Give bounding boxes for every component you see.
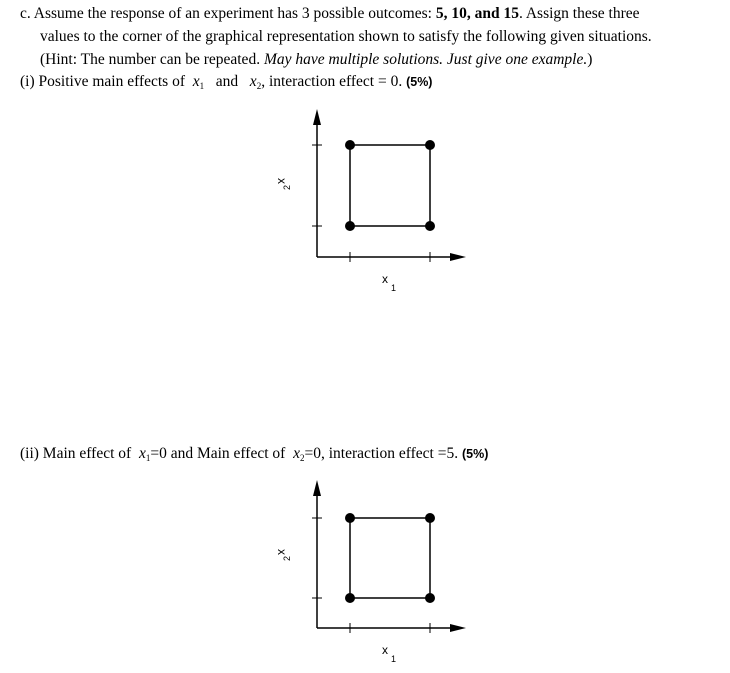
x-axis-label: x (382, 643, 388, 657)
design-square (350, 145, 430, 226)
corner-top-right (425, 140, 435, 150)
y-axis-label (275, 178, 292, 190)
corner-top-left (345, 513, 355, 523)
svg-text:2: 2 (282, 184, 292, 190)
x-axis-label-sub: 1 (391, 654, 397, 664)
corner-bottom-left (345, 221, 355, 231)
y-axis-label (275, 549, 292, 561)
svg-text:x: x (275, 178, 289, 184)
y-axis-arrow-icon (313, 109, 321, 125)
corner-top-right (425, 513, 435, 523)
y-axis-arrow-icon (313, 480, 321, 496)
intro-line-1: c. Assume the response of an experiment has 3 possible outcomes: 5, 10, and 15. Assign these three (20, 5, 640, 22)
svg-text:x: x (275, 549, 289, 555)
intro-line-2: values to the corner of the graphical representation shown to satisfy the following given situations. (40, 28, 652, 45)
factorial-diagram-2 (270, 476, 470, 666)
corner-bottom-left (345, 593, 355, 603)
corner-bottom-right (425, 593, 435, 603)
x-axis-label-sub: 1 (391, 283, 397, 293)
problem-intro (20, 2, 725, 71)
corner-top-left (345, 140, 355, 150)
x-axis-arrow-icon (450, 624, 466, 632)
corner-bottom-right (425, 221, 435, 231)
design-square (350, 518, 430, 598)
question-1-text: (i) Positive main effects of $x_1$ and $x_2$, interaction effect = 0. (5%) (20, 73, 433, 91)
outcomes-bold: 5, 10, and 15 (435, 5, 519, 22)
question-2-text: (ii) Main effect of $x_1=0$ and Main effect of $x_2=0$, interaction effect =5. (5%) (20, 445, 489, 463)
factorial-diagram-1 (270, 105, 470, 295)
x-axis-arrow-icon (450, 253, 466, 261)
intro-line-3: (Hint: The number can be repeated. May have multiple solutions. Just give one example.) (40, 51, 593, 68)
x-axis-label: x (382, 272, 388, 286)
svg-text:2: 2 (282, 555, 292, 561)
